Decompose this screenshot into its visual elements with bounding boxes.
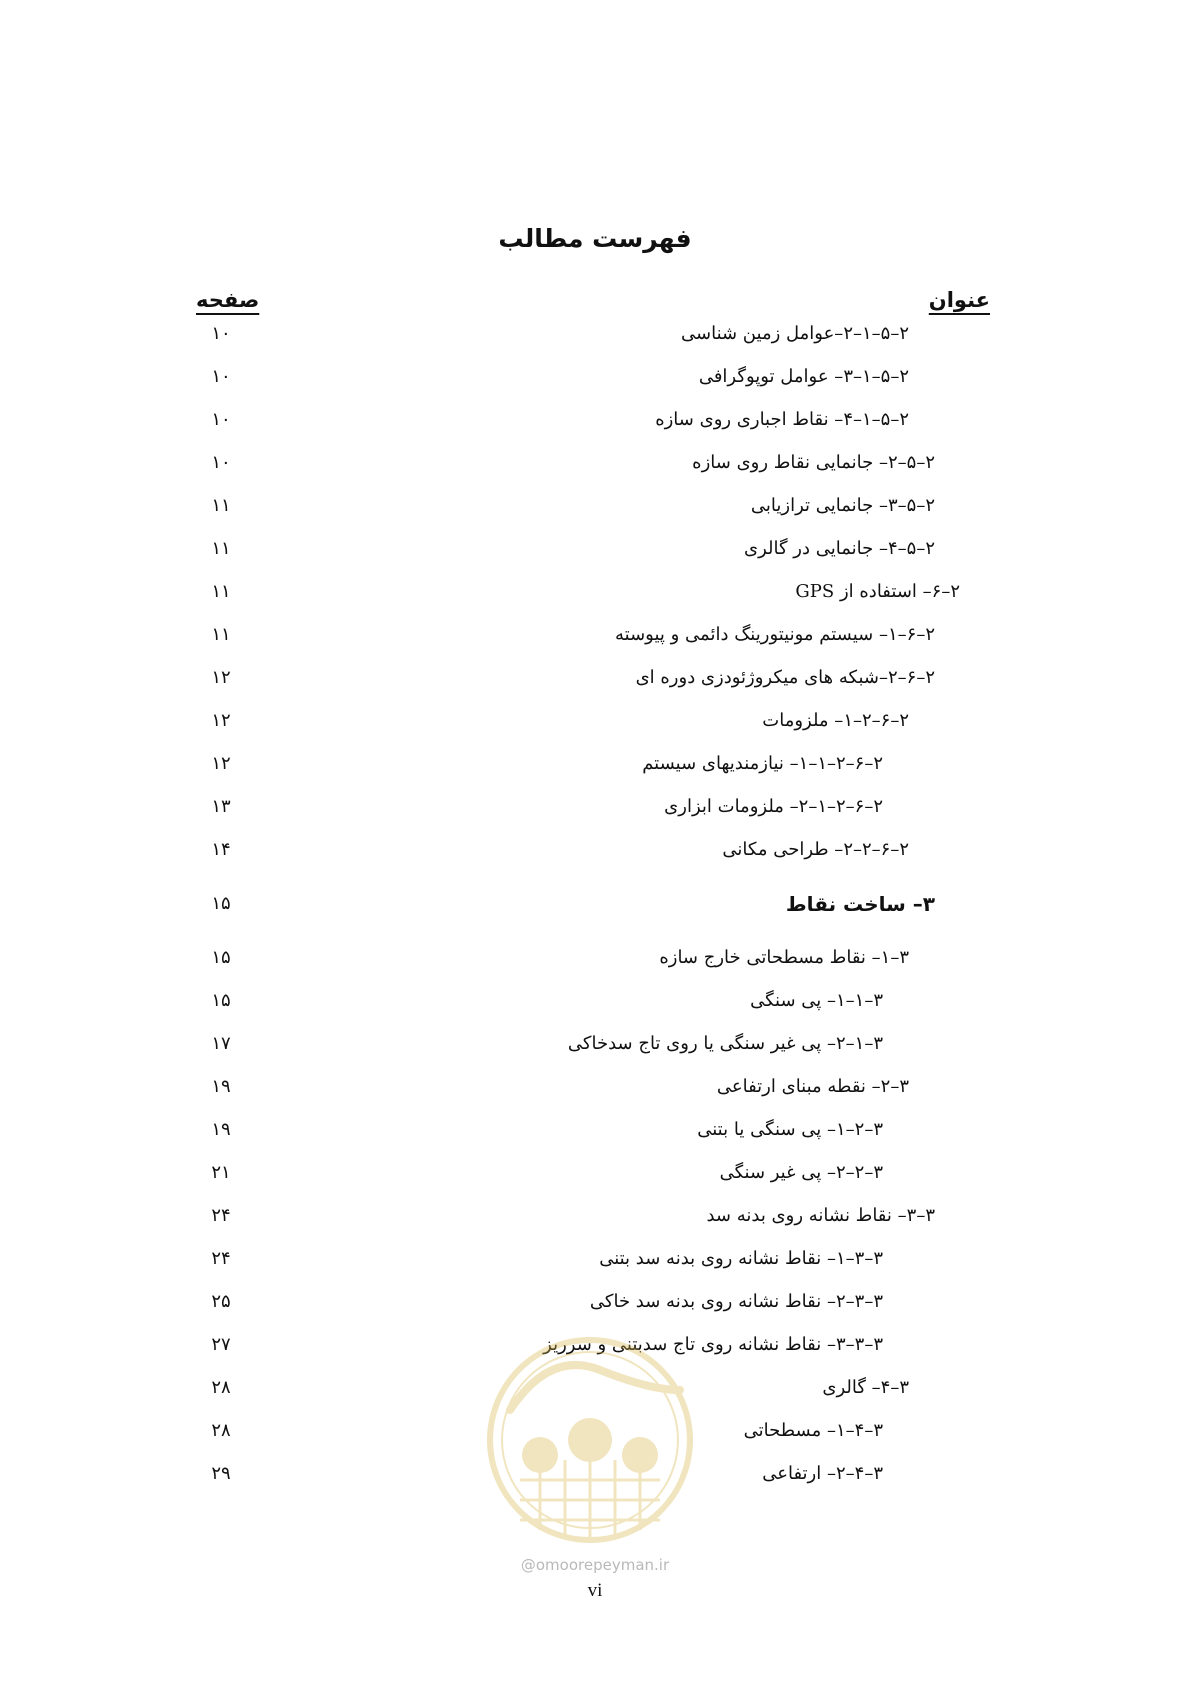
toc-entry-page: ۱۵ [211,990,231,1011]
toc-entry-title: ۳–۱–۱– پی سنگی [750,990,883,1011]
toc-entry-page: ۱۴ [211,839,231,860]
toc-entry-page: ۱۳ [211,796,231,817]
toc-entry [0,1241,1190,1277]
toc-entry-page: ۱۱ [211,581,231,602]
toc-entry-page: ۲۱ [211,1162,231,1183]
toc-entry-page: ۱۱ [211,495,231,516]
toc-entry-page: ۱۷ [211,1033,231,1054]
toc-entry-page: ۱۰ [211,323,231,344]
toc-entry [0,402,1190,438]
toc-entry-page: ۲۴ [211,1205,231,1226]
toc-entry-title: ۳–۳–۱– نقاط نشانه روی بدنه سد بتنی [599,1248,883,1269]
toc-entry [0,445,1190,481]
toc-entry [0,1198,1190,1234]
toc-entry-title: ۳–۴–۱– مسطحاتی [743,1420,883,1441]
toc-entry-title: ۲–۵–۳– جانمایی ترازیابی [750,495,935,516]
toc-entry [0,1284,1190,1320]
toc-entry-title: ۲–۶–۲–شبکه های میکروژئودزی دوره ای [635,667,935,688]
toc-entry [0,983,1190,1019]
toc-entry-title: ۳–۳–۲– نقاط نشانه روی بدنه سد خاکی [589,1291,883,1312]
toc-entry-page: ۱۹ [211,1119,231,1140]
toc-entry [0,617,1190,653]
toc-entry-page: ۱۲ [211,753,231,774]
toc-entry [0,789,1190,825]
toc-entry-title: ۳–۱– نقاط مسطحاتی خارج سازه [659,947,909,968]
toc-entry-title: ۳–۲–۱– پی سنگی یا بتنی [697,1119,883,1140]
toc-entry-page: ۲۸ [211,1420,231,1441]
toc-entry [0,940,1190,976]
toc-entry [0,746,1190,782]
toc-entry-title: ۳–۴– گالری [822,1377,909,1398]
toc-entry-title: ۳–۳–۳– نقاط نشانه روی تاج سدبتنی و سرریز [543,1334,883,1355]
toc-entry [0,660,1190,696]
toc-entry-title: ۲–۶–۲–۱–۲– ملزومات ابزاری [664,796,883,817]
page-title: فهرست مطالب [498,224,692,253]
toc-entry-title: ۲–۵–۱–۳– عوامل توپوگرافی [698,366,909,387]
toc-entry-title: ۲–۶–۱– سیستم مونیتورینگ دائمی و پیوسته [615,624,935,645]
toc-entry [0,1456,1190,1492]
page-column-header: صفحه [196,288,260,312]
toc-entry-page: ۲۵ [211,1291,231,1312]
toc-entry-page: ۲۸ [211,1377,231,1398]
toc-entry-title: ۳–۲– نقطه مبنای ارتفاعی [716,1076,909,1097]
toc-entry-title: ۲–۵–۴– جانمایی در گالری [744,538,935,559]
watermark-site: @omoorepeyman.ir [520,1556,670,1574]
toc-entry [0,886,1190,922]
toc-entry-title: ۲–۶– استفاده از GPS [795,581,960,602]
toc-entry [0,488,1190,524]
toc-entry-title: ۲–۶–۲–۱–۱– نیازمندیهای سیستم [642,753,883,774]
toc-entry-page: ۱۰ [211,366,231,387]
toc-entry-title: ۳–۳– نقاط نشانه روی بدنه سد [706,1205,935,1226]
toc-entry-title: ۲–۵–۱–۲–عوامل زمین شناسی [681,323,909,344]
toc-entry-page: ۱۵ [211,893,231,914]
toc-entry-page: ۱۲ [211,710,231,731]
title-column-header: عنوان [928,288,990,312]
toc-entry [0,703,1190,739]
toc-entry-page: ۲۹ [211,1463,231,1484]
toc-entry [0,1155,1190,1191]
toc-entry-page: ۱۰ [211,409,231,430]
toc-entry-title: ۳–۲–۲– پی غیر سنگی [719,1162,883,1183]
toc-entry-page: ۲۴ [211,1248,231,1269]
toc-entry [0,359,1190,395]
toc-entry-title: ۲–۵–۱–۴– نقاط اجباری روی سازه [655,409,909,430]
toc-entry [0,531,1190,567]
toc-entry [0,832,1190,868]
toc-entry [0,1026,1190,1062]
toc-entry-page: ۲۷ [211,1334,231,1355]
toc-entry-title: ۳–۴–۲– ارتفاعی [762,1463,883,1484]
toc-entry-title: ۲–۵–۲– جانمایی نقاط روی سازه [692,452,935,473]
toc-entry [0,1069,1190,1105]
toc-entry [0,574,1190,610]
toc-entry-page: ۱۵ [211,947,231,968]
toc-entry-page: ۱۱ [211,624,231,645]
toc-entry-title: ۲–۶–۲–۲– طراحی مکانی [722,839,909,860]
toc-entry-title: ۳– ساخت نقاط [785,892,935,916]
toc-entry-page: ۱۰ [211,452,231,473]
toc-entry-page: ۱۱ [211,538,231,559]
toc-entry-title: ۲–۶–۲–۱– ملزومات [762,710,909,731]
toc-entry-title: ۳–۱–۲– پی غیر سنگی یا روی تاج سدخاکی [567,1033,883,1054]
toc-entry [0,1413,1190,1449]
page-number: vi [587,1580,603,1601]
toc-entry [0,1112,1190,1148]
toc-entry-page: ۱۹ [211,1076,231,1097]
toc-entry-page: ۱۲ [211,667,231,688]
toc-entry [0,1327,1190,1363]
toc-entry [0,1370,1190,1406]
toc-entry [0,316,1190,352]
